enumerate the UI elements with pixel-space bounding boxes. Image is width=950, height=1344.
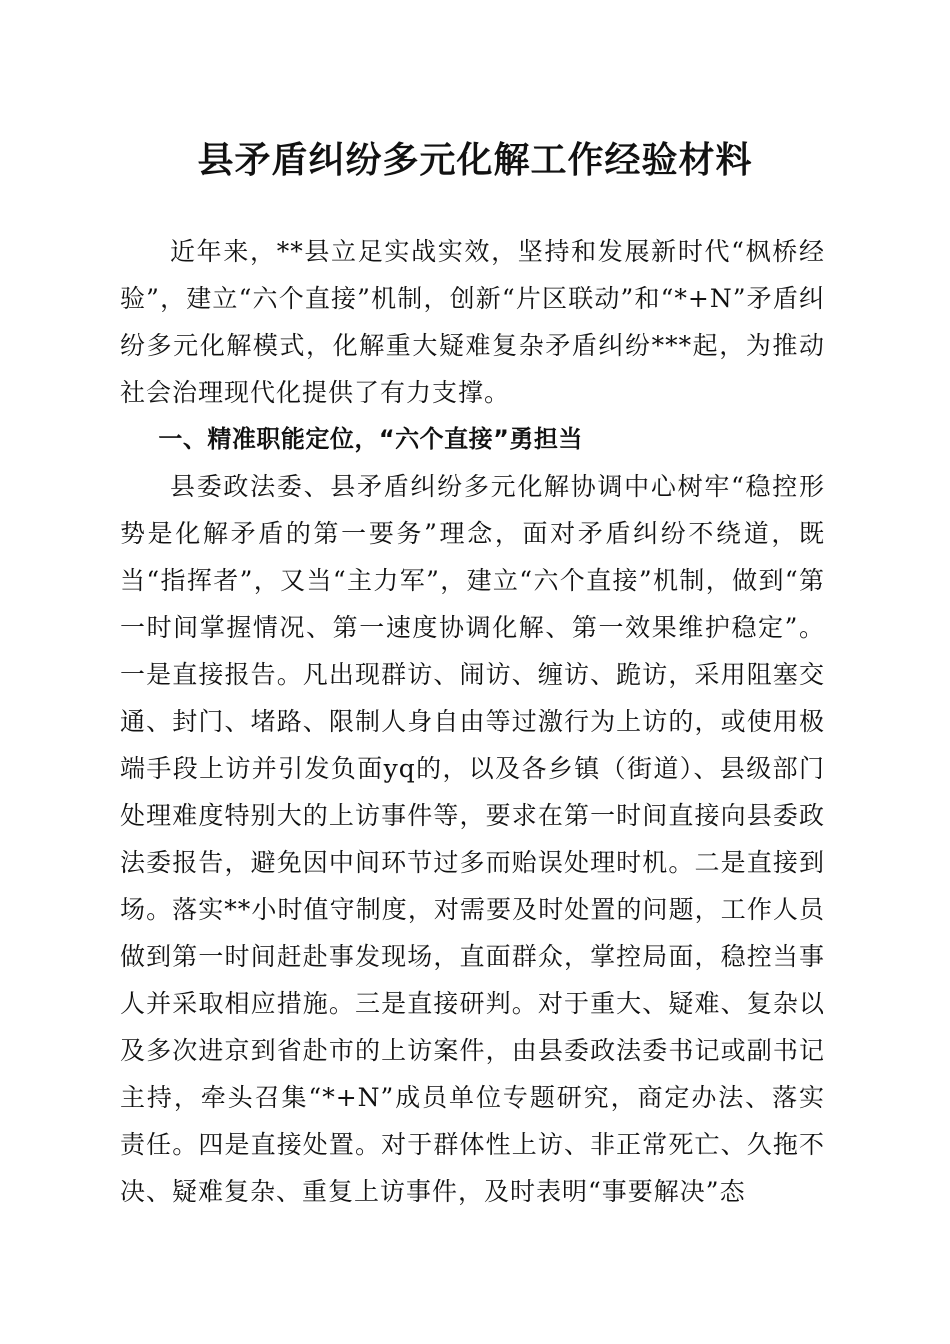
document-title: 县矛盾纠纷多元化解工作经验材料 <box>197 139 753 181</box>
section-paragraph: 县委政法委、县矛盾纠纷多元化解协调中心树牢“稳控形势是化解矛盾的第一要务”理念，面对矛盾纠纷不绕道，既当“指挥者”，又当“主力军”，建立“六个直接”机制，做到“第一时间掌握情况、第一速度协调化解、第一效果维护稳定”。一是直接报告。凡出现群访、闹访、缠访、跪访，采用阻塞交通、封门、堵路、限制人身自由等过激行为上访的，或使用极端手段上访并引发负面yq的，以及各乡镇（街道）、县级部门处理难度特别大的上访事件等，要求在第一时间直接向县委政法委报告，避免因中间环节过多而贻误处理时机。二是直接到场。落实**小时值守制度，对需要及时处置的问题，工作人员做到第一时间赶赴事发现场，直面群众，掌控局面，稳控当事人并采取相应措施。三是直接研判。对于重大、疑难、复杂以及多次进京到省赴市的上访案件，由县委政法委书记或副书记主持，牵头召集“*+N”成员单位专题研究，商定办法、落实责任。四是直接处置。对于群体性上访、非正常死亡、久拖不决、疑难复杂、重复上访事件，及时表明“事要解决”态 <box>120 472 825 1206</box>
intro-paragraph: 近年来，**县立足实战实效，坚持和发展新时代“枫桥经验”，建立“六个直接”机制，创新“片区联动”和“*+N”矛盾纠纷多元化解模式，化解重大疑难复杂矛盾纠纷***起，为推动社会治理现代化提供了有力支撑。 <box>120 237 825 407</box>
section-heading: 一、精准职能定位，“六个直接”勇担当 <box>158 425 583 453</box>
document-body <box>120 228 825 1215</box>
